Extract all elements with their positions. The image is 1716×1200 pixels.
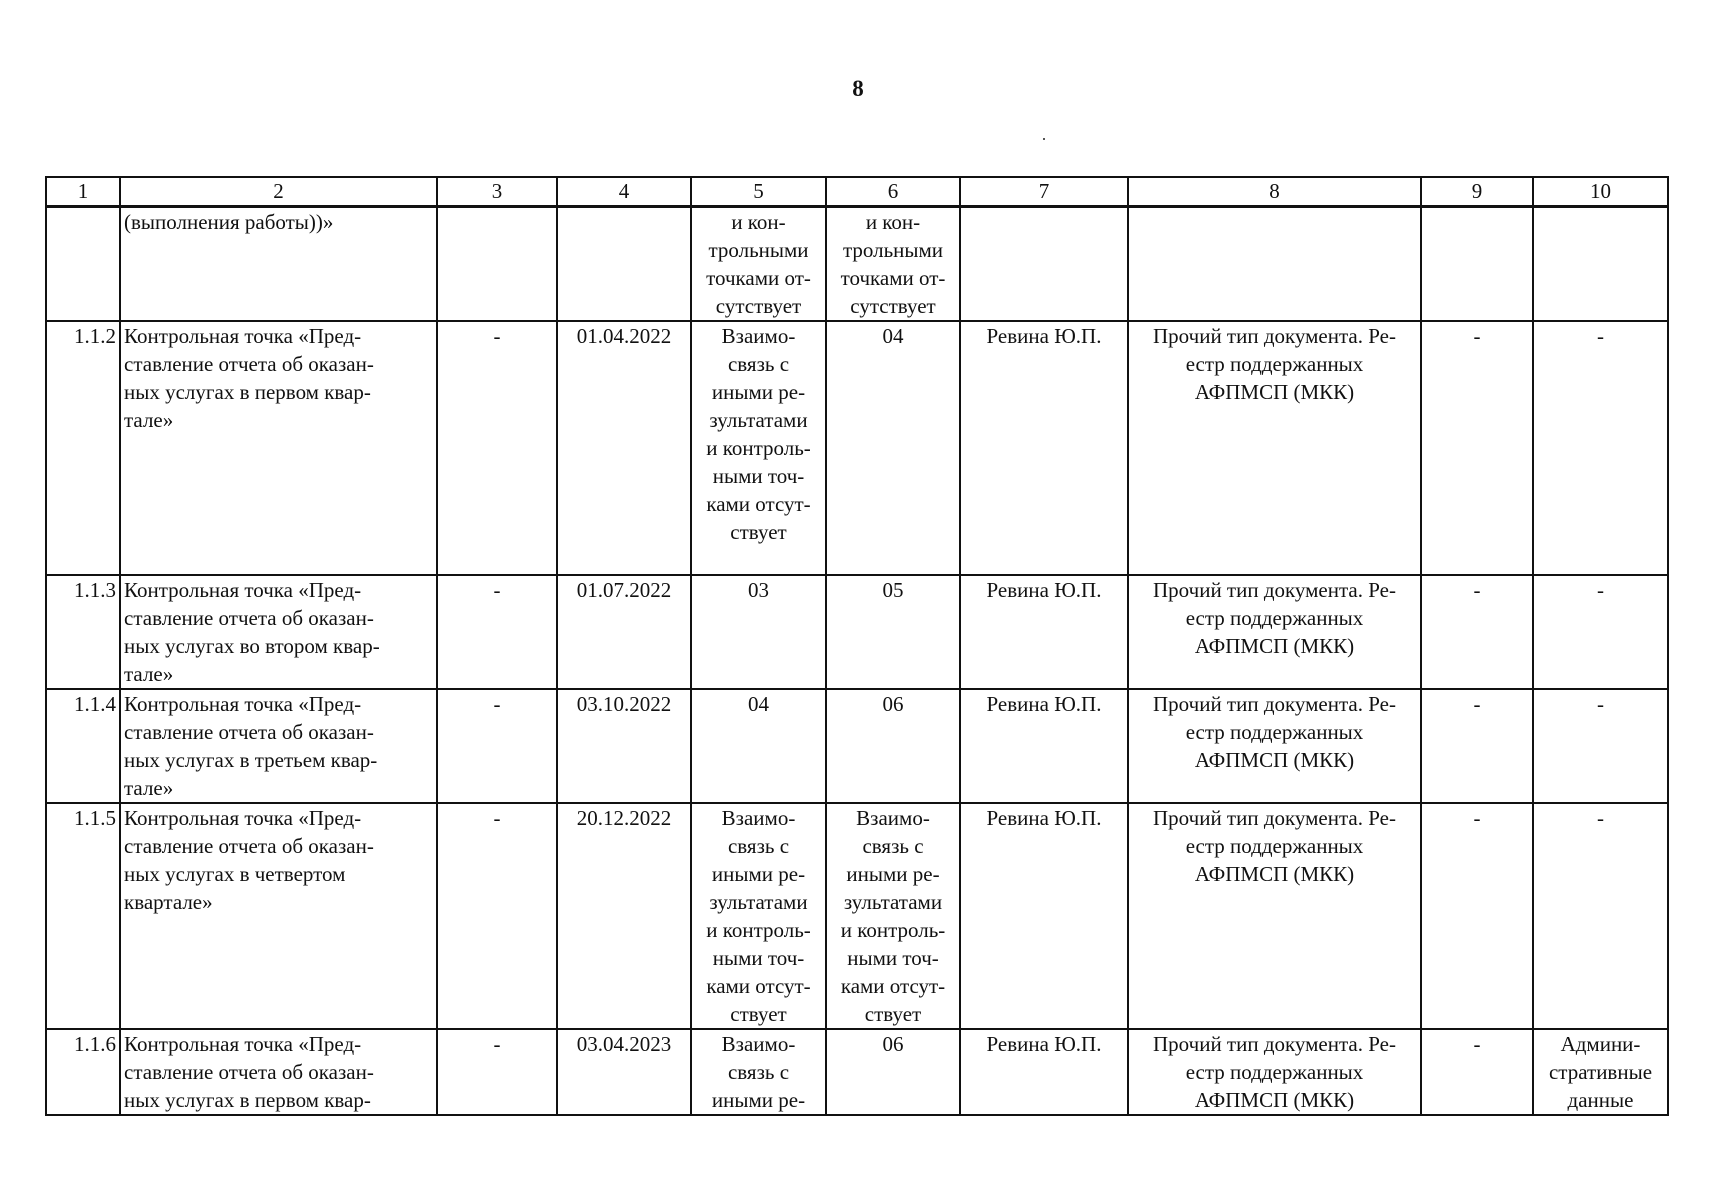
responsible-person: Ревина Ю.П. [960,1029,1128,1115]
checkpoint-name: Контрольная точка «Пред- ставление отчета об оказан- ных услугах во втором квар- тале» [120,575,437,689]
column-header-3: 3 [437,177,557,207]
checkpoint-name: Контрольная точка «Пред- ставление отчета об оказан- ных услугах в первом квар- тале» [120,321,437,575]
column-5-value: Взаимо- связь с иными ре- зультатами и контроль- ными точ- ками отсут- ствует [691,803,826,1029]
responsible-person [960,207,1128,322]
column-header-1: 1 [46,177,120,207]
responsible-person: Ревина Ю.П. [960,803,1128,1029]
column-header-5: 5 [691,177,826,207]
due-date: 01.07.2022 [557,575,691,689]
due-date: 01.04.2022 [557,321,691,575]
column-9-value: - [1421,689,1533,803]
column-5-value: Взаимо- связь с иными ре- [691,1029,826,1115]
document-type: Прочий тип документа. Ре- естр поддержанных АФПМСП (МКК) [1128,575,1421,689]
due-date: 20.12.2022 [557,803,691,1029]
column-3-value: - [437,575,557,689]
document-type: Прочий тип документа. Ре- естр поддержанных АФПМСП (МКК) [1128,803,1421,1029]
column-9-value [1421,207,1533,322]
column-6-value: 06 [826,1029,960,1115]
column-header-10: 10 [1533,177,1668,207]
row-number: 1.1.4 [46,689,120,803]
column-3-value: - [437,321,557,575]
column-5-value: и кон- трольными точками от- сутствует [691,207,826,322]
checkpoint-name: Контрольная точка «Пред- ставление отчета об оказан- ных услугах в третьем квар- тале» [120,689,437,803]
column-10-value: - [1533,689,1668,803]
table-header-row [46,177,1668,207]
checkpoint-name: Контрольная точка «Пред- ставление отчета об оказан- ных услугах в первом квар- [120,1029,437,1115]
column-10-value [1533,207,1668,322]
column-3-value [437,207,557,322]
column-10-value: Админи- стративные данные [1533,1029,1668,1115]
table-row [46,1029,1668,1115]
row-number: 1.1.5 [46,803,120,1029]
column-6-value: 04 [826,321,960,575]
row-number: 1.1.6 [46,1029,120,1115]
checkpoint-name: Контрольная точка «Пред- ставление отчета об оказан- ных услугах в четвертом квартале» [120,803,437,1029]
column-header-6: 6 [826,177,960,207]
column-header-8: 8 [1128,177,1421,207]
responsible-person: Ревина Ю.П. [960,689,1128,803]
column-6-value: 06 [826,689,960,803]
row-number: 1.1.3 [46,575,120,689]
checkpoint-name: (выполнения работы))» [120,207,437,322]
responsible-person: Ревина Ю.П. [960,575,1128,689]
column-3-value: - [437,689,557,803]
page-number: 8 [852,76,864,101]
row-number: 1.1.2 [46,321,120,575]
document-type [1128,207,1421,322]
checkpoints-table [45,176,1669,1116]
due-date: 03.04.2023 [557,1029,691,1115]
column-header-4: 4 [557,177,691,207]
scan-speck [1043,138,1045,140]
table-row [46,207,1668,322]
column-6-value: Взаимо- связь с иными ре- зультатами и контроль- ными точ- ками отсут- ствует [826,803,960,1029]
column-9-value: - [1421,803,1533,1029]
column-9-value: - [1421,321,1533,575]
column-6-value: и кон- трольными точками от- сутствует [826,207,960,322]
column-10-value: - [1533,803,1668,1029]
table-row [46,321,1668,575]
table-row [46,803,1668,1029]
column-10-value: - [1533,321,1668,575]
column-5-value: 04 [691,689,826,803]
column-5-value: 03 [691,575,826,689]
row-number [46,207,120,322]
document-type: Прочий тип документа. Ре- естр поддержанных АФПМСП (МКК) [1128,321,1421,575]
column-header-9: 9 [1421,177,1533,207]
column-3-value: - [437,1029,557,1115]
column-header-2: 2 [120,177,437,207]
document-type: Прочий тип документа. Ре- естр поддержанных АФПМСП (МКК) [1128,1029,1421,1115]
due-date [557,207,691,322]
responsible-person: Ревина Ю.П. [960,321,1128,575]
due-date: 03.10.2022 [557,689,691,803]
column-9-value: - [1421,1029,1533,1115]
column-10-value: - [1533,575,1668,689]
table-row [46,689,1668,803]
column-5-value: Взаимо- связь с иными ре- зультатами и контроль- ными точ- ками отсут- ствует [691,321,826,575]
document-type: Прочий тип документа. Ре- естр поддержанных АФПМСП (МКК) [1128,689,1421,803]
column-6-value: 05 [826,575,960,689]
table-row [46,575,1668,689]
column-header-7: 7 [960,177,1128,207]
column-3-value: - [437,803,557,1029]
column-9-value: - [1421,575,1533,689]
